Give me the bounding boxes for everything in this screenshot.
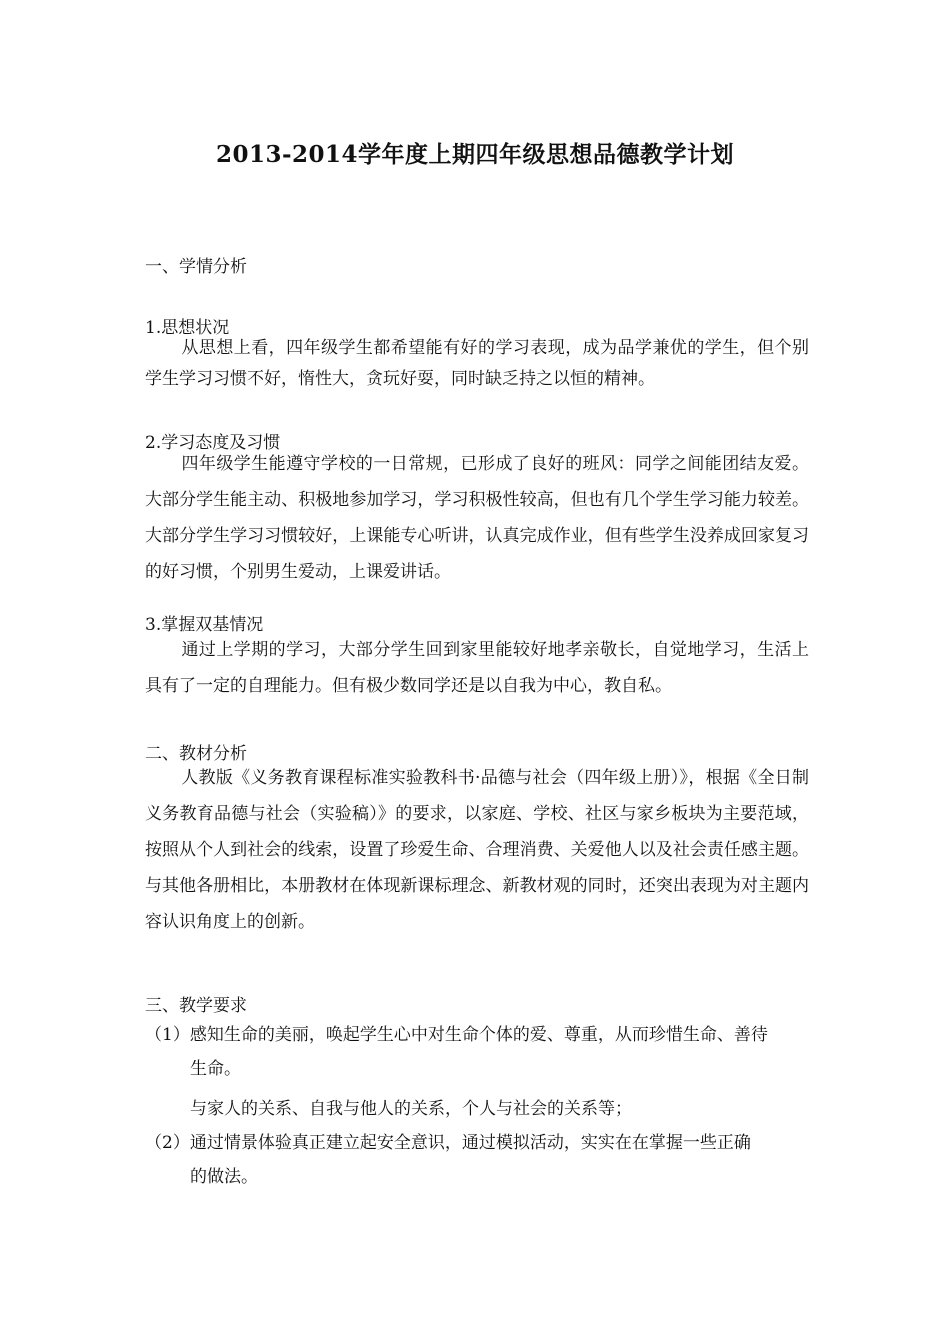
paragraph-attitude-habits [145, 446, 809, 590]
paragraph-basics [145, 632, 809, 704]
paragraph-thought-status [145, 333, 809, 395]
paragraph-text: 人教版《义务教育课程标准实验教科书·品德与社会（四年级上册）》，根据《全日制义务教育品德与社会（实验稿）》的要求，以家庭、学校、社区与家乡板块为主要范域，按照从个人到社会的线索，设置了珍爱生命、合理消费、关爱他人以及社会责任感主题。与其他各册相比，本册教材在体现新课标理念、新教材观的同时，还突出表现为对主题内容认识角度上的创新。 [145, 768, 809, 932]
paragraph-text: 四年级学生能遵守学校的一日常规，已形成了良好的班风：同学之间能团结友爱。大部分学生能主动、积极地参加学习，学习积极性较高，但也有几个学生学习能力较差。大部分学生学习习惯较好，上课能专心听讲，认真完成作业，但有些学生没养成回家复习的好习惯，个别男生爱动，上课爱讲话。 [145, 454, 809, 582]
requirement-item-1 [145, 1018, 809, 1086]
subsection-heading-2: 2.学习态度及习惯 [145, 433, 281, 453]
subsection-heading-1: 1.思想状况 [145, 318, 230, 338]
document-title: 2013-2014学年度上期四年级思想品德教学计划 [215, 141, 735, 168]
section-heading-2: 二、教材分析 [145, 744, 247, 764]
requirement-item-2 [145, 1126, 809, 1194]
subsection-heading-3: 3.掌握双基情况 [145, 615, 264, 635]
requirement-item-1-line2: 生命。 [190, 1059, 241, 1079]
paragraph-text: 从思想上看，四年级学生都希望能有好的学习表现，成为品学兼优的学生，但个别学生学习习惯不好，惰性大，贪玩好耍，同时缺乏持之以恒的精神。 [145, 338, 809, 389]
requirement-extra-line: 与家人的关系、自我与他人的关系，个人与社会的关系等； [190, 1099, 632, 1119]
requirement-item-2-line1: （2）通过情景体验真正建立起安全意识，通过模拟活动，实实在在掌握一些正确 [145, 1133, 751, 1153]
section-heading-3: 三、教学要求 [145, 996, 247, 1016]
section-heading-1: 一、学情分析 [145, 257, 247, 277]
paragraph-text: 通过上学期的学习，大部分学生回到家里能较好地孝亲敬长，自觉地学习，生活上具有了一定的自理能力。但有极少数同学还是以自我为中心，教自私。 [145, 640, 809, 696]
requirement-item-1-line1: （1）感知生命的美丽，唤起学生心中对生命个体的爱、尊重，从而珍惜生命、善待 [145, 1025, 768, 1045]
paragraph-textbook-analysis [145, 760, 809, 940]
requirement-item-2-line2: 的做法。 [190, 1167, 258, 1187]
